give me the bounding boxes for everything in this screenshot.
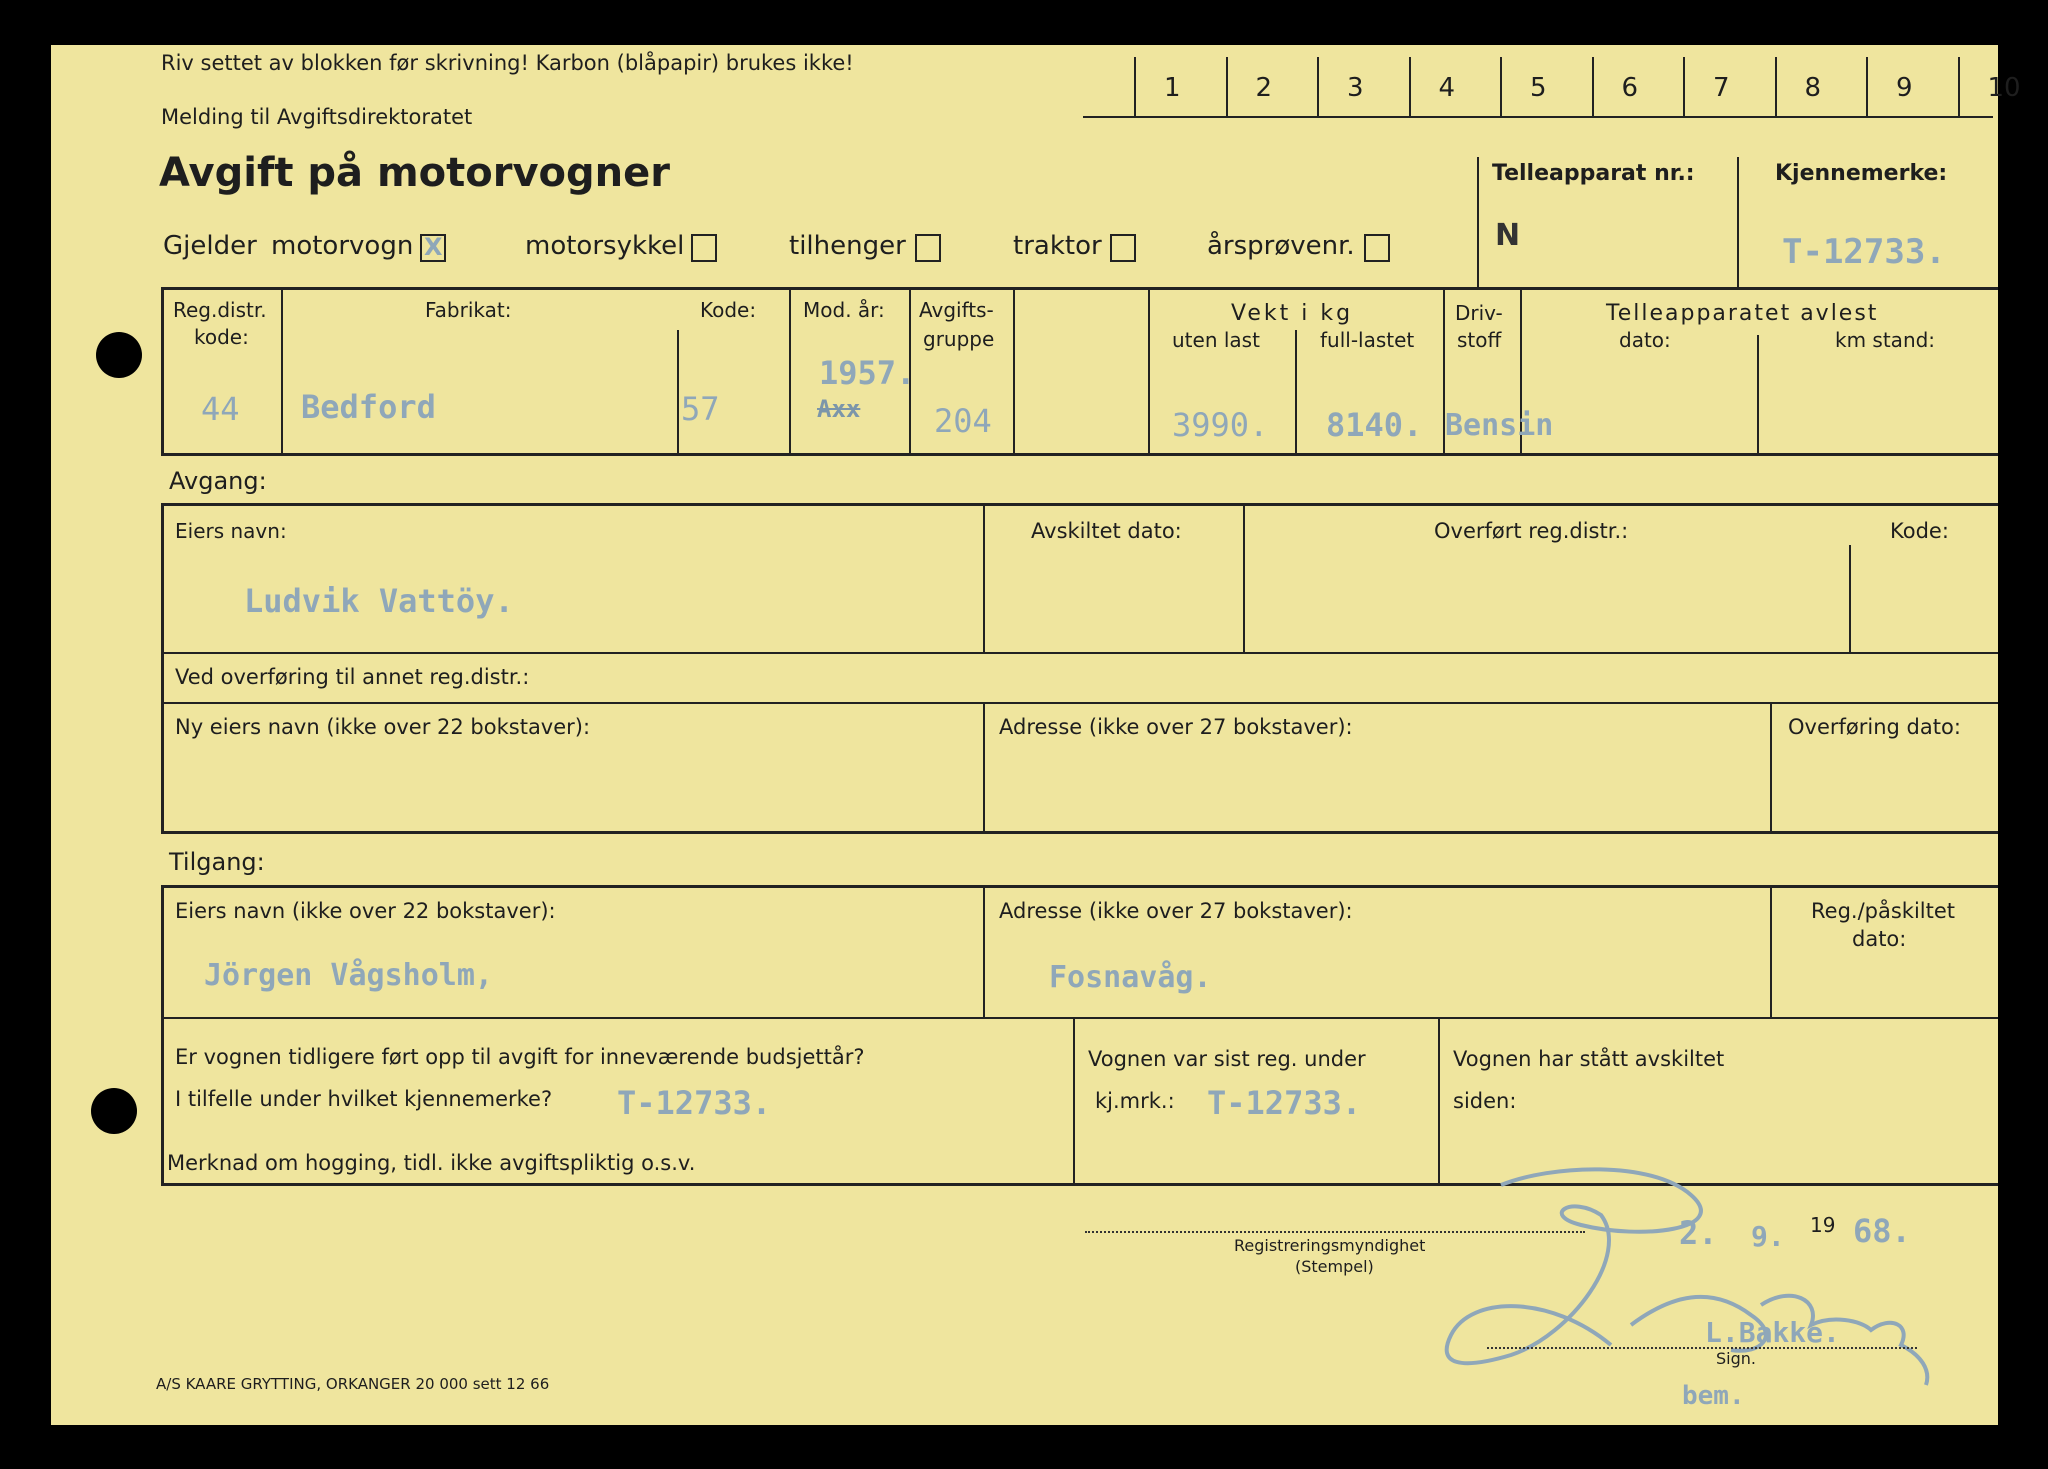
authority-label: Registreringsmyndighet [1234, 1236, 1426, 1255]
previous-plate-value: T-12733. [617, 1084, 772, 1122]
tilgang-adresse-label: Adresse (ikke over 27 bokstaver): [999, 899, 1353, 923]
column-number: 3 [1347, 73, 1364, 103]
avgang-bottom [161, 831, 1998, 834]
overforing-dato-label: Overføring dato: [1788, 715, 1961, 739]
vehicle-table-left [161, 287, 164, 456]
reg-paskiltet-sublabel: dato: [1852, 927, 1907, 951]
overfort-label: Overført reg.distr.: [1434, 519, 1629, 543]
plate-value: T-12733. [1782, 232, 1946, 272]
signer-name: L.Bakke. [1705, 1316, 1840, 1349]
checkbox-tilhenger[interactable] [915, 234, 941, 262]
instruction-text: Riv settet av blokken før skrivning! Karbon (blåpapir) brukes ikke! [161, 51, 854, 75]
recipient-text: Melding til Avgiftsdirektoratet [161, 105, 473, 129]
tilgang-adresse-value: Fosnavåg. [1049, 960, 1212, 995]
tilgang-heading: Tilgang: [169, 848, 265, 876]
avgang-left [161, 503, 164, 833]
avgang-col-divider [1849, 545, 1851, 652]
previous-col-divider [1073, 1019, 1075, 1183]
avgiftsgruppe-sublabel: gruppe [923, 327, 995, 351]
column-divider [1500, 57, 1502, 117]
kode-label: Kode: [700, 298, 757, 322]
column-divider [1592, 57, 1594, 117]
avgang-heading: Avgang: [169, 467, 267, 495]
vehicle-col-divider [1148, 290, 1150, 453]
avgang-col-divider [1243, 506, 1245, 652]
telleapparat-label: Telleapparatet avlest [1606, 301, 1879, 326]
date-year: 68. [1853, 1212, 1911, 1250]
sign-label: Sign. [1716, 1349, 1756, 1368]
checkbox-traktor[interactable] [1110, 234, 1136, 262]
ny-eier-label: Ny eiers navn (ikke over 22 bokstaver): [175, 715, 591, 739]
kj-mrk-value: T-12733. [1207, 1084, 1362, 1122]
vehicle-col-divider [1757, 335, 1759, 453]
counter-value: N [1495, 218, 1521, 253]
mod-ar-label: Mod. år: [803, 298, 885, 322]
merknad-label: Merknad om hogging, tidl. ikke avgiftspliktig o.s.v. [167, 1151, 696, 1175]
column-divider [1683, 57, 1685, 117]
tilgang-col-divider [1770, 888, 1772, 1017]
reg-distr-value: 44 [201, 390, 240, 428]
vehicle-table-top [161, 287, 1998, 290]
avgang-kode-label: Kode: [1890, 519, 1949, 543]
column-divider [1866, 57, 1868, 117]
km-stand-label: km stand: [1835, 328, 1936, 352]
column-number: 8 [1804, 73, 1822, 103]
plate-label: Kjennemerke: [1775, 161, 1948, 186]
signer-role: bem. [1682, 1381, 1745, 1411]
date-month: 9. [1751, 1220, 1785, 1253]
avgang-col-divider [1770, 704, 1772, 831]
punch-hole-upper [96, 332, 142, 378]
date-century: 19 [1810, 1213, 1836, 1237]
fabrikat-value: Bedford [301, 388, 436, 426]
vehicle-type-intro: Gjelder [163, 231, 257, 261]
avskiltet-dato-label: Avskiltet dato: [1031, 519, 1182, 543]
vehicle-col-divider [677, 330, 679, 453]
avgiftsgruppe-value: 204 [934, 402, 992, 440]
counter-divider-line [1737, 157, 1739, 287]
column-number: 4 [1438, 73, 1456, 103]
column-number: 7 [1713, 73, 1730, 103]
tilgang-eier-label: Eiers navn (ikke over 22 bokstaver): [175, 899, 556, 923]
option-label-traktor: traktor [1013, 231, 1102, 261]
counter-label: Telleapparat nr.: [1492, 161, 1695, 186]
reg-distr-label: Reg.distr. [173, 298, 267, 322]
form-title: Avgift på motorvogner [159, 150, 670, 196]
option-label-arsprovenr: årsprøvenr. [1207, 231, 1355, 261]
siden-label: siden: [1453, 1089, 1517, 1113]
column-divider [1409, 57, 1411, 117]
avgang-col-divider [983, 704, 985, 831]
vehicle-col-divider [1013, 290, 1015, 453]
column-divider [1226, 57, 1228, 117]
reg-paskiltet-label: Reg./påskiltet [1811, 899, 1956, 923]
uten-last-label: uten last [1172, 328, 1260, 352]
vehicle-col-divider [1295, 330, 1297, 453]
option-label-tilhenger: tilhenger [789, 231, 906, 261]
avgang-eier-label: Eiers navn: [175, 519, 287, 543]
ny-adresse-label: Adresse (ikke over 27 bokstaver): [999, 715, 1353, 739]
column-divider [1775, 57, 1777, 117]
drivstoff-sublabel: stoff [1457, 328, 1502, 352]
avgang-top [161, 503, 1998, 506]
column-divider [1134, 57, 1136, 117]
budget-year-question: Er vognen tidligere ført opp til avgift for inneværende budsjettår? [175, 1045, 865, 1069]
tilgang-left [161, 885, 164, 1185]
sign-dotted-line [1487, 1347, 1917, 1349]
column-strip-bottom-line [1083, 116, 1993, 118]
full-lastet-value: 8140. [1326, 406, 1423, 444]
uten-last-value: 3990. [1172, 406, 1269, 444]
option-label-motorsykkel: motorsykkel [525, 231, 685, 261]
column-number: 10 [1987, 73, 2021, 103]
checkbox-mark: X [424, 233, 443, 261]
column-number: 6 [1621, 73, 1639, 103]
telle-dato-label: dato: [1619, 328, 1671, 352]
counter-left-line [1477, 157, 1479, 287]
sist-reg-label: Vognen var sist reg. under [1088, 1047, 1366, 1071]
tilgang-mid-line [164, 1017, 1998, 1019]
avgang-mid-line [164, 652, 1998, 654]
checkbox-motorvogn[interactable] [420, 234, 446, 262]
signature-stroke [1447, 1169, 1701, 1363]
vehicle-col-divider [281, 290, 283, 453]
previous-plate-question: I tilfelle under hvilket kjennemerke? [175, 1087, 553, 1111]
stamp-label: (Stempel) [1295, 1257, 1374, 1276]
kj-mrk-label: kj.mrk.: [1095, 1089, 1175, 1113]
column-number: 1 [1164, 73, 1181, 103]
ved-overforing-label: Ved overføring til annet reg.distr.: [175, 665, 530, 689]
signature-scribble [1431, 1155, 1951, 1395]
mod-ar-struck: Axx [817, 395, 861, 423]
statt-avskiltet-label: Vognen har stått avskiltet [1453, 1047, 1725, 1071]
vehicle-col-divider [789, 290, 791, 453]
drivstoff-value: Bensin [1445, 408, 1554, 443]
avgang-eier-value: Ludvik Vattöy. [244, 582, 514, 620]
avgang-sub-line [164, 702, 1998, 704]
printer-imprint: A/S KAARE GRYTTING, ORKANGER 20 000 sett 12 66 [156, 1375, 550, 1393]
avgiftsgruppe-label: Avgifts- [919, 298, 994, 322]
form-page [51, 45, 2021, 1425]
reg-distr-sublabel: kode: [194, 325, 249, 349]
drivstoff-label: Driv- [1455, 301, 1503, 325]
checkbox-motorsykkel[interactable] [691, 234, 717, 262]
tilgang-col-divider [983, 888, 985, 1017]
option-label-motorvogn: motorvogn [271, 231, 414, 261]
kode-value: 57 [681, 390, 720, 428]
mod-ar-value: 1957. [819, 354, 916, 392]
tilgang-eier-value: Jörgen Vågsholm, [204, 958, 493, 993]
column-number: 9 [1896, 73, 1913, 103]
avgang-col-divider [983, 506, 985, 652]
full-lastet-label: full-lastet [1320, 328, 1415, 352]
checkbox-arsprovenr[interactable] [1364, 234, 1390, 262]
fabrikat-label: Fabrikat: [425, 298, 512, 322]
column-divider [1317, 57, 1319, 117]
date-day: 2. [1679, 1214, 1718, 1252]
vehicle-table-bottom [161, 453, 1998, 456]
vekt-label: Vekt i kg [1231, 301, 1354, 326]
column-number: 5 [1530, 73, 1547, 103]
punch-hole-lower [91, 1088, 137, 1134]
column-number: 2 [1255, 73, 1273, 103]
tilgang-top [161, 885, 1998, 888]
column-divider [1958, 57, 1960, 117]
